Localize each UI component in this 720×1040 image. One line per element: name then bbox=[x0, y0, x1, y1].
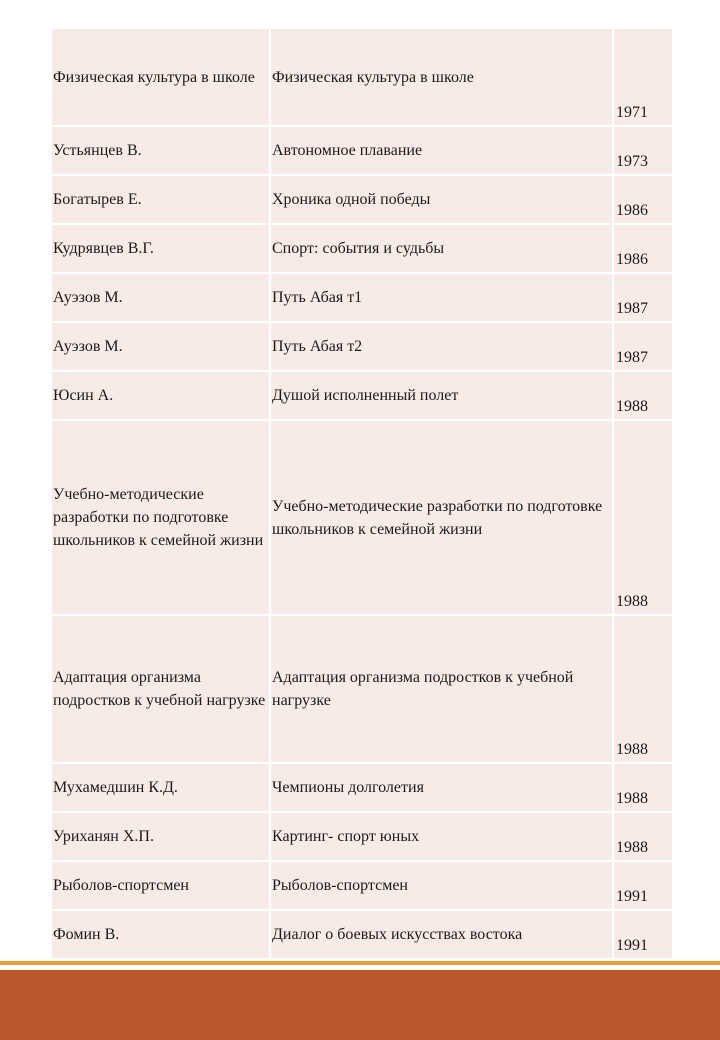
title-cell: Душой исполненный полет bbox=[270, 371, 613, 420]
year-cell: 1988 bbox=[613, 763, 672, 812]
author-cell: Уриханян Х.П. bbox=[52, 812, 270, 861]
table-row bbox=[52, 224, 672, 273]
year-cell: 1991 bbox=[613, 910, 672, 959]
table-row bbox=[52, 371, 672, 420]
year-cell: 1973 bbox=[613, 126, 672, 175]
table-row bbox=[52, 812, 672, 861]
title-cell: Учебно-методические разработки по подготовке школьников к семейной жизни bbox=[270, 420, 613, 615]
table-row bbox=[52, 420, 672, 615]
title-cell: Хроника одной победы bbox=[270, 175, 613, 224]
year-cell: 1988 bbox=[613, 812, 672, 861]
title-cell: Рыболов-спортсмен bbox=[270, 861, 613, 910]
author-cell: Ауэзов М. bbox=[52, 273, 270, 322]
table-row bbox=[52, 126, 672, 175]
title-cell: Путь Абая т2 bbox=[270, 322, 613, 371]
table-row bbox=[52, 910, 672, 959]
author-cell: Мухамедшин К.Д. bbox=[52, 763, 270, 812]
year-cell: 1987 bbox=[613, 322, 672, 371]
author-cell: Юсин А. bbox=[52, 371, 270, 420]
year-cell: 1986 bbox=[613, 175, 672, 224]
title-cell: Картинг- спорт юных bbox=[270, 812, 613, 861]
table-row bbox=[52, 175, 672, 224]
title-cell: Диалог о боевых искусствах востока bbox=[270, 910, 613, 959]
year-cell: 1988 bbox=[613, 371, 672, 420]
title-cell: Путь Абая т1 bbox=[270, 273, 613, 322]
year-cell: 1988 bbox=[613, 615, 672, 763]
title-cell: Автономное плавание bbox=[270, 126, 613, 175]
year-cell: 1991 bbox=[613, 861, 672, 910]
author-cell: Устьянцев В. bbox=[52, 126, 270, 175]
year-cell: 1987 bbox=[613, 273, 672, 322]
table-row bbox=[52, 29, 672, 126]
author-cell: Фомин В. bbox=[52, 910, 270, 959]
title-cell: Чемпионы долголетия bbox=[270, 763, 613, 812]
author-cell: Кудрявцев В.Г. bbox=[52, 224, 270, 273]
year-cell: 1971 bbox=[613, 29, 672, 126]
table-row bbox=[52, 273, 672, 322]
accent-divider bbox=[0, 961, 720, 965]
author-cell: Рыболов-спортсмен bbox=[52, 861, 270, 910]
year-cell: 1986 bbox=[613, 224, 672, 273]
author-cell: Учебно-методические разработки по подготовке школьников к семейной жизни bbox=[52, 420, 270, 615]
year-cell: 1988 bbox=[613, 420, 672, 615]
table-row bbox=[52, 322, 672, 371]
title-cell: Адаптация организма подростков к учебной нагрузке bbox=[270, 615, 613, 763]
author-cell: Богатырев Е. bbox=[52, 175, 270, 224]
author-cell: Ауэзов М. bbox=[52, 322, 270, 371]
table-row bbox=[52, 615, 672, 763]
footer-band bbox=[0, 970, 720, 1040]
table-row bbox=[52, 861, 672, 910]
title-cell: Спорт: события и судьбы bbox=[270, 224, 613, 273]
author-cell: Физическая культура в школе bbox=[52, 29, 270, 126]
author-cell: Адаптация организма подростков к учебной нагрузке bbox=[52, 615, 270, 763]
book-table bbox=[52, 29, 672, 960]
table-row bbox=[52, 763, 672, 812]
title-cell: Физическая культура в школе bbox=[270, 29, 613, 126]
